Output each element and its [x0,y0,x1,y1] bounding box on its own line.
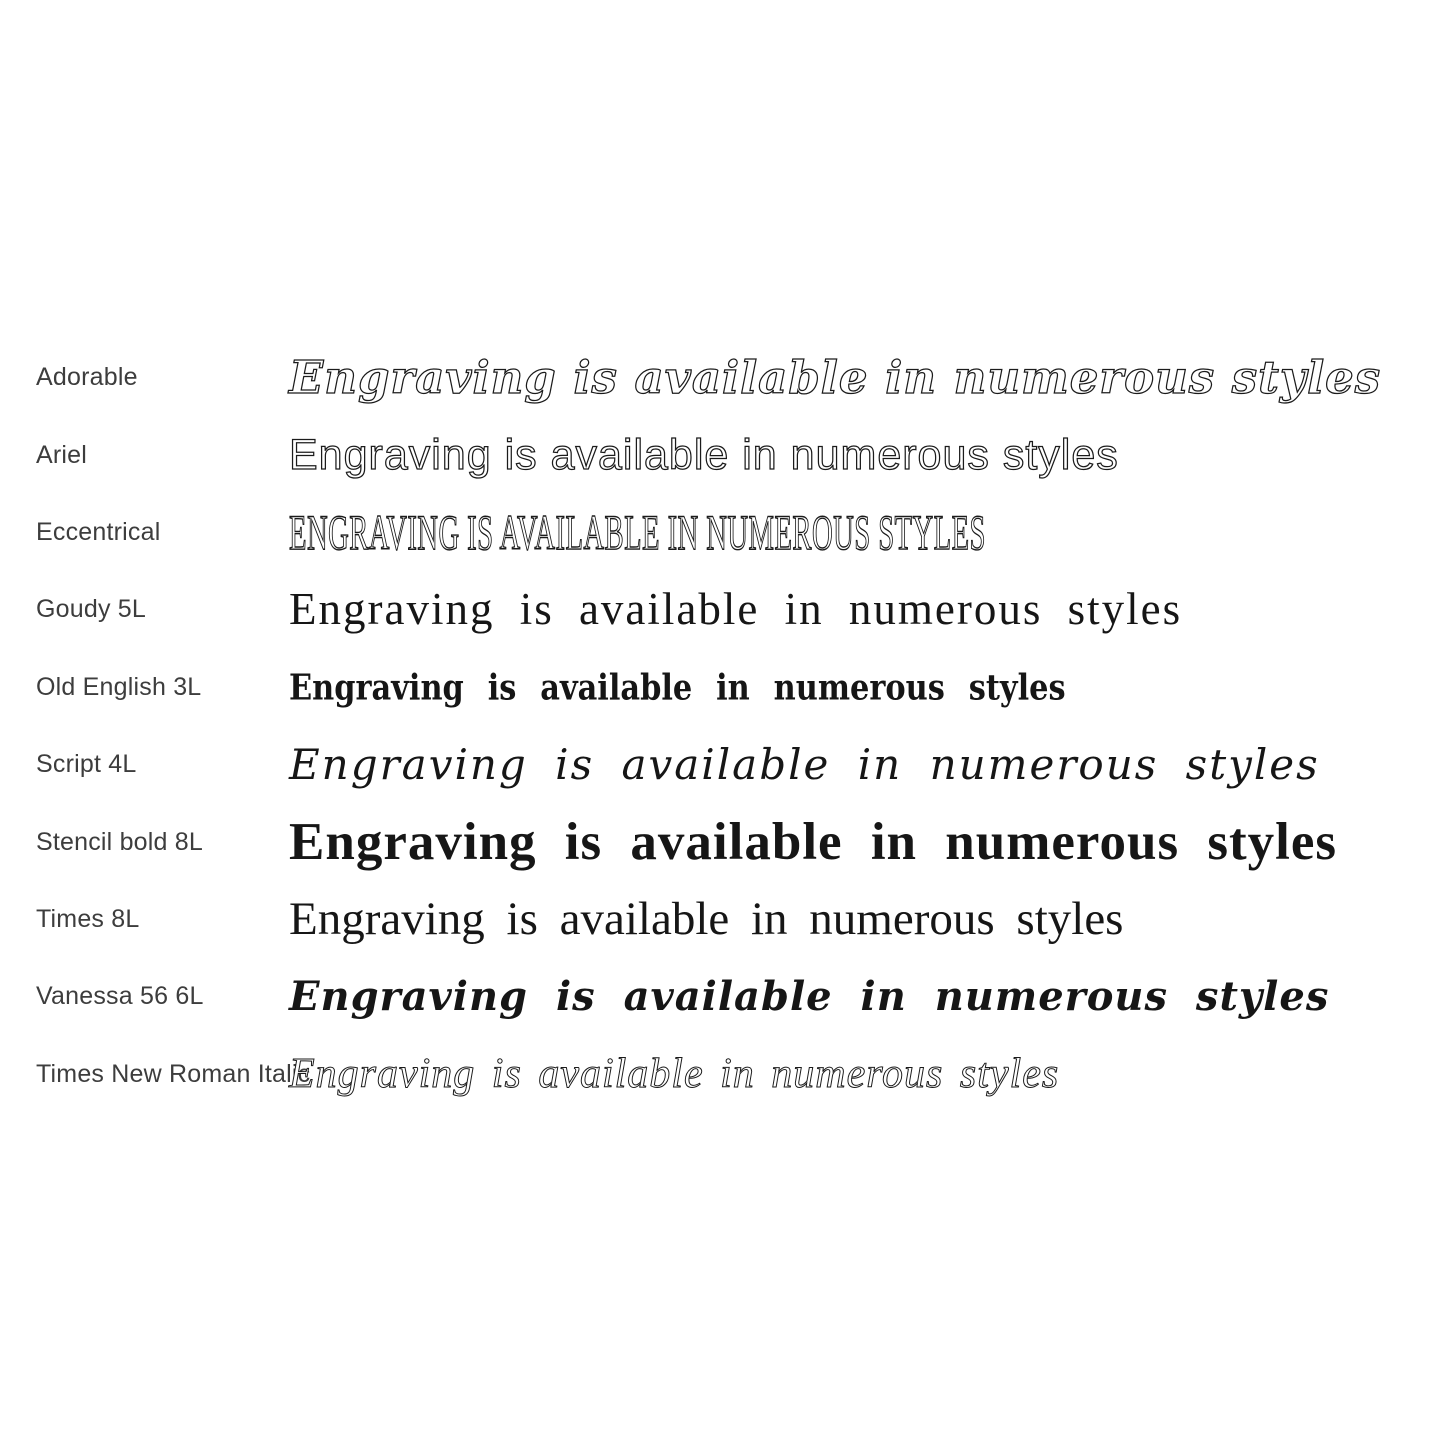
font-name-label-eccentrical: Eccentrical [36,517,161,546]
font-row-old-english-3l [0,649,1445,726]
font-sample-goudy-5l: Engraving is available in numerous styles [289,584,1183,635]
font-sample-times-8l: Engraving is available in numerous styles [289,892,1124,945]
font-sample-vanessa-56-6l: Engraving is available in numerous styles [289,972,1330,1020]
font-name-label-script-4l: Script 4L [36,750,137,779]
font-row-vanessa-56-6l [0,958,1445,1035]
font-sample-eccentrical: ENGRAVING IS AVAILABLE IN NUMEROUS STYLES [289,504,986,561]
font-name-label-vanessa-56-6l: Vanessa 56 6L [36,982,204,1011]
font-name-label-times-8l: Times 8L [36,904,140,933]
font-sample-script-4l: Engraving is available in numerous styles [289,739,1320,789]
font-row-list [0,339,1445,1113]
font-name-label-adorable: Adorable [36,363,138,392]
font-row-times-8l [0,881,1445,958]
font-name-label-ariel: Ariel [36,440,88,469]
font-sample-times-new-roman-italic: Engraving is available in numerous styles [289,1051,1060,1098]
font-name-label-stencil-bold-8l: Stencil bold 8L [36,827,204,856]
font-row-script-4l [0,726,1445,803]
font-row-stencil-bold-8l [0,803,1445,880]
font-row-times-new-roman-italic [0,1036,1445,1113]
font-sample-stencil-bold-8l: Engraving is available in numerous styles [289,812,1337,871]
font-sample-adorable: Engraving is available in numerous styles [289,351,1382,405]
font-name-label-times-new-roman-italic: Times New Roman Italic [36,1059,311,1088]
font-row-goudy-5l [0,571,1445,648]
font-name-label-goudy-5l: Goudy 5L [36,595,147,624]
font-row-eccentrical [0,494,1445,571]
font-sample-ariel: Engraving is available in numerous styles [289,430,1119,479]
font-row-ariel [0,416,1445,493]
font-sample-old-english-3l: Engraving is available in numerous styles [289,665,1066,709]
font-row-adorable [0,339,1445,416]
font-name-label-old-english-3l: Old English 3L [36,672,202,701]
